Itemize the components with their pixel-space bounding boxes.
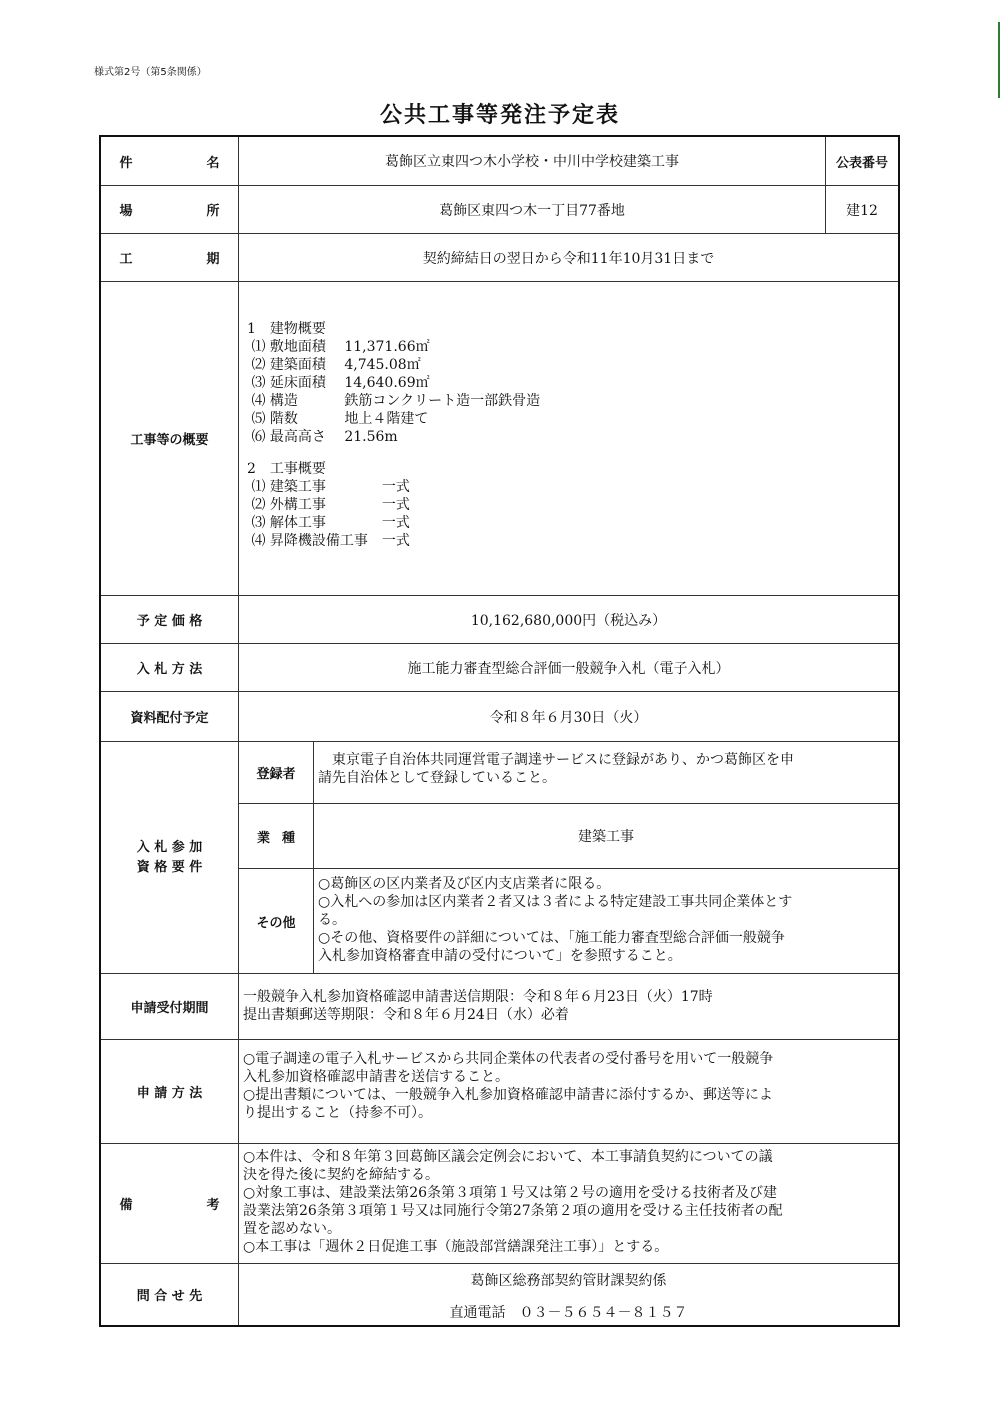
other-value: ○葛飾区の区内業者及び区内支店業者に限る。 ○入札への参加は区内業者２者又は３者による特定建設工事共同企業体とす る。 ○その他、資格要件の詳細については、「施工能力審査型総合評価一般競争 入札参加資格審査申請の受付について」を参照すること。 xyxy=(313,868,898,973)
contact-phone: 直通電話 ０３－５６５４－８１５７ xyxy=(449,1305,688,1321)
overview-line: ⑸ 階数 地上４階建て xyxy=(247,411,429,427)
overview-line: ⑴ 建築工事 一式 xyxy=(247,479,410,495)
overview-line: 1 建物概要 xyxy=(247,321,326,337)
overview-line: ⑶ 解体工事 一式 xyxy=(247,515,410,531)
contact-label: 問 合 せ 先 xyxy=(101,1263,238,1325)
overview-line: ⑷ 構造 鉄筋コンクリート造一部鉄骨造 xyxy=(247,393,541,409)
overview-line: ⑵ 外構工事 一式 xyxy=(247,497,410,513)
public-number-value: 建12 xyxy=(825,185,898,233)
bidding-method-label: 入 札 方 法 xyxy=(101,643,238,691)
registrant-label: 登録者 xyxy=(238,741,313,803)
public-number-label: 公表番号 xyxy=(825,137,898,185)
overview-line: ⑶ 延床面積 14,640.69㎡ xyxy=(247,375,430,391)
contact-department: 葛飾区総務部契約管財課契約係 xyxy=(470,1273,667,1289)
estimated-price-value: 10,162,680,000円（税込み） xyxy=(238,595,898,643)
application-period-label: 申請受付期間 xyxy=(101,973,238,1039)
location-value: 葛飾区東四つ木一丁目77番地 xyxy=(238,185,825,233)
overview-line: ⑹ 最高高さ 21.56m xyxy=(247,429,398,445)
qualification-label: 入 札 参 加 資 格 要 件 xyxy=(101,741,238,973)
other-label: その他 xyxy=(238,868,313,973)
overview-line xyxy=(247,446,898,460)
overview-line: ⑵ 建築面積 4,745.08㎡ xyxy=(247,357,421,373)
overview-line: 2 工事概要 xyxy=(247,461,326,477)
order-schedule-table xyxy=(99,135,900,1327)
application-period-value: 一般競争入札参加資格確認申請書送信期限：令和８年６月23日（火）17時 提出書類郵送等期限：令和８年６月24日（水）必着 xyxy=(238,973,898,1039)
overview-label: 工事等の概要 xyxy=(101,281,238,595)
period-label: 工 期 xyxy=(101,233,238,281)
form-number: 様式第2号（第5条関係） xyxy=(94,67,207,78)
document-distribution-label: 資料配付予定 xyxy=(101,691,238,741)
overview-line: ⑴ 敷地面積 11,371.66㎡ xyxy=(247,339,430,355)
location-label: 場 所 xyxy=(101,185,238,233)
remarks-label: 備 考 xyxy=(101,1143,238,1263)
overview-content xyxy=(238,281,898,595)
bidding-method-value: 施工能力審査型総合評価一般競争入札（電子入札） xyxy=(238,643,898,691)
application-method-label: 申 請 方 法 xyxy=(101,1039,238,1143)
industry-value: 建築工事 xyxy=(313,803,898,868)
period-value: 契約締結日の翌日から令和11年10月31日まで xyxy=(238,233,898,281)
estimated-price-label: 予 定 価 格 xyxy=(101,595,238,643)
registrant-value: 東京電子自治体共同運営電子調達サービスに登録があり、かつ葛飾区を申 請先自治体として登録していること。 xyxy=(313,741,898,803)
industry-label: 業 種 xyxy=(238,803,313,868)
remarks-value: ○本件は、令和８年第３回葛飾区議会定例会において、本工事請負契約についての議 決を得た後に契約を締結する。 ○対象工事は、建設業法第26条第３項第１号又は第２号の適用を受ける技術者及び建 設業法第26条第３項第１号又は同施行令第27条第２項の適用を受ける主任技術者の配 置を認めない。 ○本工事は「週休２日促進工事（施設部営繕課発注工事）」とする。 xyxy=(238,1143,898,1263)
document-distribution-value: 令和８年６月30日（火） xyxy=(238,691,898,741)
overview-line: ⑷ 昇降機設備工事 一式 xyxy=(247,533,410,549)
page-title: 公共工事等発注予定表 xyxy=(379,103,620,128)
project-name-label: 件 名 xyxy=(119,155,220,171)
contact-value xyxy=(238,1263,898,1325)
application-method-value: ○電子調達の電子入札サービスから共同企業体の代表者の受付番号を用いて一般競争 入札参加資格確認申請書を送信すること。 ○提出書類については、一般競争入札参加資格確認申請書に添付するか、郵送等によ り提出すること（持参不可）。 xyxy=(238,1039,898,1143)
project-name-value: 葛飾区立東四つ木小学校・中川中学校建築工事 xyxy=(238,137,825,185)
